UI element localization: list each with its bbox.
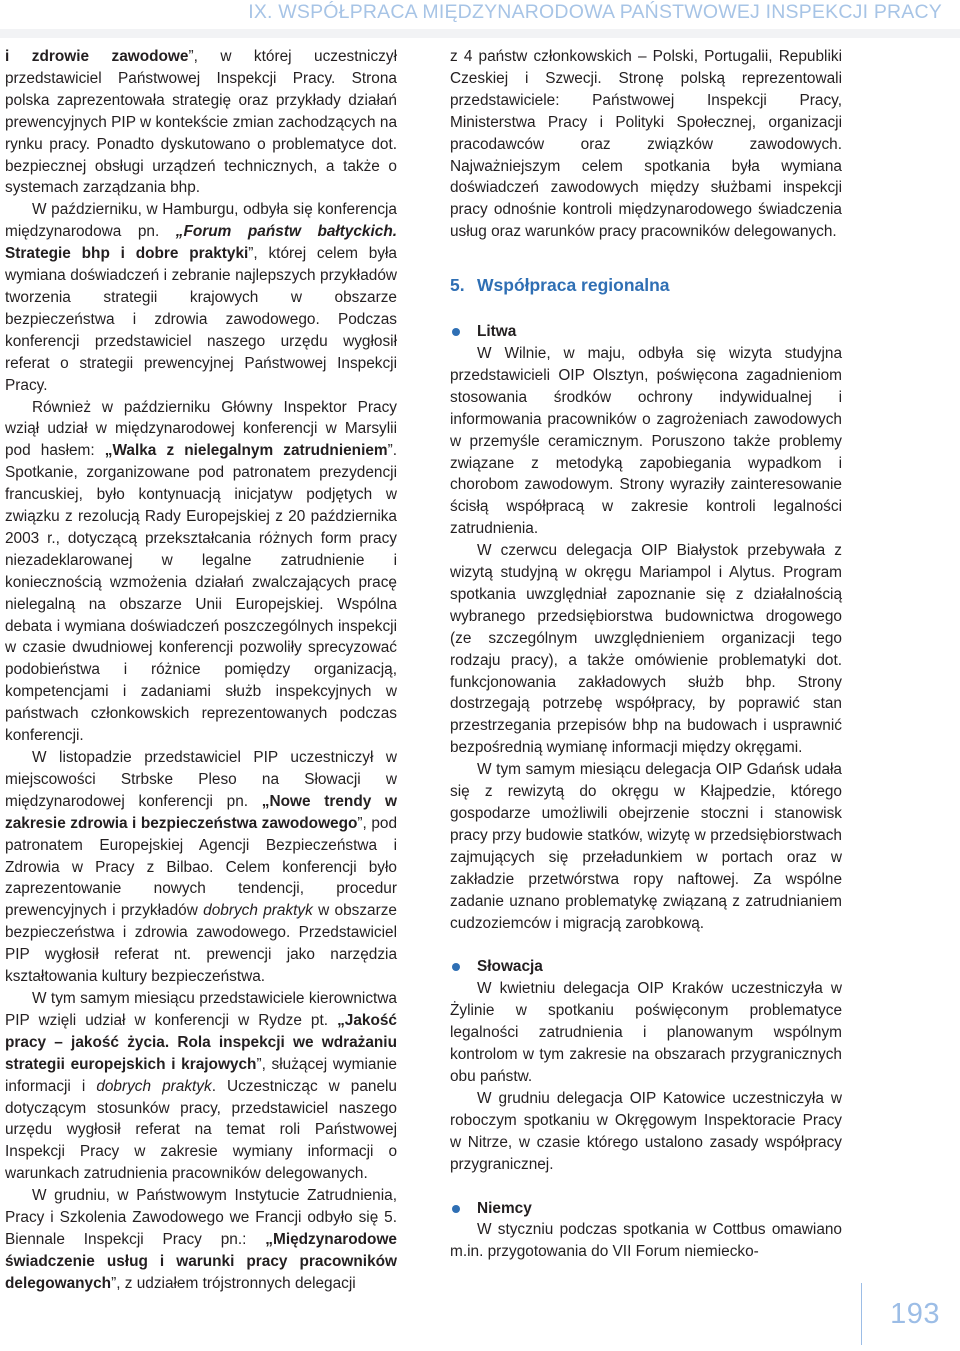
paragraph: z 4 państw członkowskich – Polski, Portugalii, Republiki Czeskiej i Szwecji. Stronę polską reprezentowali przedstawiciele: Państwowej Inspekcji Pracy, Ministerstwa Pracy i Polityki Społecznej, organizacji pracodawców oraz związków zawodowych. Najważniejszym celem spotkania była wymiana doświadczeń zawodowych między służbami inspekcji pracy odnośnie kontroli międzynarodowego świadczenia usług oraz warunków pracy pracowników delegowanych. xyxy=(450,48,842,241)
paragraph: W grudniu delegacja OIP Katowice uczestniczyła w roboczym spotkaniu w Okręgowym Inspektoracie Pracy w Nitrze, w czasie którego ustalono zasady współpracy przygranicznej. xyxy=(450,1089,842,1173)
right-column xyxy=(450,46,842,1263)
left-column xyxy=(5,46,397,1295)
paragraph: W listopadzie przedstawiciel PIP uczestniczył w miejscowości Strbske Pleso na Słowacji w międzynarodowej konferencji pn. „Nowe trendy w zakresie zdrowia i bezpieczeństwa zawodowego”, pod patronatem Europejskiej Agencji Bezpieczeństwa i Zdrowia w Pracy z Bilbao. Celem konferencji było zaprezentowanie nowych tendencji, procedur prewencyjnych i przykładów dobrych praktyk w obszarze bezpieczeństwa i zdrowia zawodowego. Przedstawiciel PIP wygłosił referat nt. prewencji jako narzędzia kształtowania kultury bezpieczeństwa. xyxy=(5,749,397,986)
bullet-icon xyxy=(452,1205,460,1213)
country-heading-litwa: Litwa xyxy=(450,321,842,343)
country-heading-niemcy: Niemcy xyxy=(450,1198,842,1220)
header-band xyxy=(0,29,960,38)
bullet-icon xyxy=(452,328,460,336)
country-heading-slowacja: Słowacja xyxy=(450,956,842,978)
section-heading: 5. Współpraca regionalna xyxy=(450,275,670,296)
bullet-icon xyxy=(452,963,460,971)
paragraph: W tym samym miesiącu przedstawiciele kierownictwa PIP wzięli udział w konferencji w Rydze pt. „Jakość pracy – jakość życia. Rola inspekcji we wdrażaniu strategii europejskich i krajowych”, służącej wymianie informacji i dobrych praktyk. Uczestnicząc w panelu dotyczącym stosunków pracy, przedstawiciel naszego urzędu wygłosił referat na temat roli Państwowej Inspekcji Pracy w zakresie wymiany informacji o warunkach zatrudnienia pracowników delegowanych. xyxy=(5,989,397,1183)
page-number-rule xyxy=(861,1283,862,1345)
chapter-title: IX. WSPÓŁPRACA MIĘDZYNARODOWA PAŃSTWOWEJ INSPEKCJI PRACY xyxy=(248,1,942,23)
page-number: 193 xyxy=(890,1298,940,1330)
paragraph: Również w październiku Główny Inspektor Pracy wziął udział w międzynarodowej konferencji w Marsylii pod hasłem: „Walka z nielegalnym zatrudnieniem”. Spotkanie, zorganizowane pod patronatem prezydencji francuskiej, było kontynuacją inicjatyw podjętych w związku z rezolucją Rady Europejskiej z 20 października 2003 r., dotyczącą przekształcania różnych form pracy niezadeklarowanej w legalne zatrudnienie i koniecznością wzmożenia działań zwalczających pracę nielegalną na obszarze Unii Europejskiej. Wspólna debata i wymiana doświadczeń poszczególnych inspekcji w czasie dwudniowej konferencji pozwoliły sprecyzować podobieństwa i różnice pomiędzy organizacją, kompetencjami i zadaniami służb inspekcyjnych w państwach członkowskich reprezentowanych podczas konferencji. xyxy=(5,398,397,745)
paragraph: W styczniu podczas spotkania w Cottbus omawiano m.in. przygotowania do VII Forum niemiecko- xyxy=(450,1221,842,1261)
page-header xyxy=(0,0,960,42)
paragraph: i zdrowie zawodowe”, w której uczestniczył przedstawiciel Państwowej Inspekcji Pracy. Strona polska zaprezentowała strategię oraz przykłady działań prewencyjnych PIP w kontekście zmian zachodzących na rynku pracy. Ponadto dyskutowano o problematyce dot. bezpiecznej obsługi urządzeń technicznych, a także o systemach zarządzania bhp. xyxy=(5,48,397,197)
paragraph: W grudniu, w Państwowym Instytucie Zatrudnienia, Pracy i Szkolenia Zawodowego we Francji odbyło się 5. Biennale Inspekcji Pracy pn.: „Międzynarodowe świadczenie usług i warunki pracy pracowników delegowanych”, z udziałem trójstronnych delegacji xyxy=(5,1187,397,1292)
paragraph: W październiku, w Hamburgu, odbyła się konferencja międzynarodowa pn. „Forum państw bałtyckich. Strategie bhp i dobre praktyki”, której celem była wymiana doświadczeń i zebranie najlepszych przykładów tworzenia strategii krajowych w obszarze bezpieczeństwa i zdrowia zawodowego. Podczas konferencji przedstawiciel naszego urzędu wygłosił referat o strategii prewencyjnej Państwowej Inspekcji Pracy. xyxy=(5,201,397,394)
paragraph: W Wilnie, w maju, odbyła się wizyta studyjna przedstawicieli OIP Olsztyn, poświęcona zagadnieniom stosowania środków ochrony indywidualnej i informowania pracowników o zagrożeniach zawodowych w przemyśle ceramicznym. Poruszono także problemy związane z metodyką zapobiegania wypadkom i chorobom zawodowym. Strony wyraziły zainteresowanie ścisłą współpracą w zakresie kontroli legalności zatrudnienia. xyxy=(450,344,842,538)
paragraph: W tym samym miesiącu delegacja OIP Gdańsk udała się z rewizytą do okręgu w Kłajpedzie, którego gospodarze umożliwili obejrzenie stoczni i stanowisk pracy przy budowie statków, wizytę w przedsiębiorstwach zajmujących się przeładunkiem w portach oraz w zakładzie przetwórstwa ropy naftowej. Za wspólne zadanie uznano problematykę związaną z zatrudnianiem cudzoziemców i migracją zarobkową. xyxy=(450,761,842,932)
paragraph: W kwietniu delegacja OIP Kraków uczestniczyła w Żylinie w spotkaniu poświęconym problematyce legalności zatrudnienia i planowanym wspólnym kontrolom w tym zakresie na obszarach przygranicznych obu państw. xyxy=(450,980,842,1085)
paragraph: W czerwcu delegacja OIP Białystok przebywała z wizytą studyjną w okręgu Mariampol i Alytus. Program spotkania uwzględniał zapoznanie się z działalnością wybranego przedsiębiorstwa budownictwa drogowego (ze szczególnym uwzględnieniem organizacji tego rodzaju pracy), a także omówienie problematyki dot. funkcjonowania zakładowych służb bhp. Strony dostrzegają potrzebę współpracy, by poprawić stan przestrzegania przepisów bhp na budowach i usprawnić bezpośrednią wymianę informacji między okręgami. xyxy=(450,542,842,757)
